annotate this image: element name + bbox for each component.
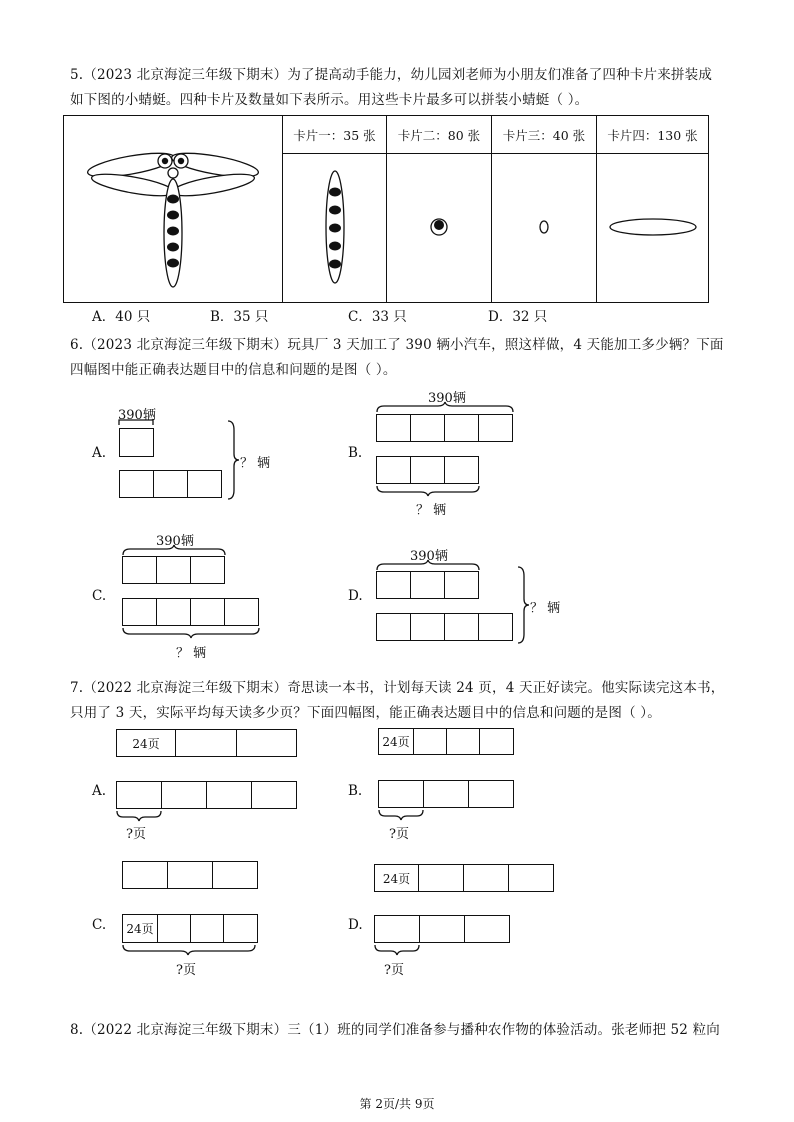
q6b-unknown-label: ？ 辆: [416, 503, 447, 518]
q7d-bottom-cell-3: [464, 915, 510, 943]
card-1-image-cell: [283, 154, 387, 303]
q7d-bottom-cell-2: [419, 915, 465, 943]
q6d-top-box-1: [376, 571, 411, 599]
card-table: [63, 115, 709, 303]
q6-text-line2: 四幅图中能正确表达题目中的信息和问题的是图（ ）。: [70, 362, 397, 378]
q6-option-a-letter[interactable]: A.: [92, 445, 107, 461]
q7-option-a-letter[interactable]: A.: [92, 783, 107, 799]
q6a-bottom-box-1: [119, 470, 154, 498]
q6d-bottom-box-1: [376, 613, 411, 641]
q7b-unknown-label: ?页: [389, 827, 409, 842]
q7a-top-cell-1: 24页: [116, 729, 176, 757]
card-4-label: 卡片四：130 张: [597, 116, 709, 154]
card-3-image-cell: [492, 154, 597, 303]
dragonfly-image: [73, 123, 273, 293]
q7d-bracket: [374, 944, 422, 956]
q6a-top-bracket: [118, 418, 158, 426]
q6c-top-box-1: [122, 556, 157, 584]
q7c-bottom-cell-1: 24页: [122, 914, 158, 943]
card-1-body-image: [315, 162, 355, 292]
q7c-bottom-cell-4: [223, 914, 258, 943]
q7b-bottom-cell-3: [468, 780, 514, 808]
card-2-eye-image: [424, 212, 454, 242]
q6b-top-box-2: [410, 414, 445, 442]
q6d-top-box-2: [410, 571, 445, 599]
card-1-label: 卡片一：35 张: [283, 116, 387, 154]
q6b-top-box-4: [478, 414, 513, 442]
q7b-top-cell-2: [413, 728, 447, 755]
q7a-bottom-cell-4: [251, 781, 297, 809]
q6a-right-brace: [226, 420, 240, 500]
q7d-unknown-label: ?页: [384, 963, 404, 978]
q6d-known-label: 390辆: [410, 549, 448, 564]
q7c-bracket: [122, 944, 262, 956]
q5-option-a[interactable]: A．40 只: [92, 309, 151, 325]
q6c-top-brace: [122, 544, 228, 556]
q6c-bottom-brace: [122, 627, 262, 639]
q7a-unknown-label: ?页: [126, 827, 146, 842]
q6b-known-label: 390辆: [428, 391, 466, 406]
q6-text-line1: 6.（2023 北京海淀三年级下期末）玩具厂 3 天加工了 390 辆小汽车，照这样做，4 天能加工多少辆？下面: [70, 337, 724, 353]
q7b-bottom-cell-2: [423, 780, 469, 808]
q6b-top-box-1: [376, 414, 411, 442]
q7c-unknown-label: ?页: [176, 963, 196, 978]
card-2-label: 卡片二：80 张: [387, 116, 492, 154]
q6b-bottom-box-1: [376, 456, 411, 484]
q7c-top-cell-2: [167, 861, 213, 889]
q6a-known-label: 390辆: [118, 408, 156, 423]
q7d-bottom-cell-1: [374, 915, 420, 943]
q6d-bottom-box-2: [410, 613, 445, 641]
card-4-wing-image: [603, 212, 703, 242]
q7c-bottom-cell-3: [190, 914, 224, 943]
q7b-top-cell-4: [479, 728, 514, 755]
q7c-top-cell-1: [122, 861, 168, 889]
q6d-unknown-label: ？ 辆: [530, 601, 561, 616]
card-3-label: 卡片三：40 张: [492, 116, 597, 154]
q6a-unknown-label: ？ 辆: [240, 456, 271, 471]
dragonfly-cell: [64, 116, 283, 303]
q7a-bracket: [116, 810, 164, 822]
q6c-top-box-3: [190, 556, 225, 584]
q6c-top-box-2: [156, 556, 191, 584]
q6b-bottom-brace: [376, 485, 482, 497]
q6c-bottom-box-1: [122, 598, 157, 626]
q7c-top-cell-3: [212, 861, 258, 889]
q6-option-c-letter[interactable]: C.: [92, 588, 107, 604]
q5-text-line1: 5.（2023 北京海淀三年级下期末）为了提高动手能力，幼儿园刘老师为小朋友们准备了四种卡片来拼装成: [70, 67, 713, 83]
q6b-bottom-box-2: [410, 456, 445, 484]
q7a-top-cell-3: [236, 729, 297, 757]
q6a-top-box: [119, 428, 154, 457]
q6d-bottom-box-4: [478, 613, 513, 641]
q7b-bracket: [378, 809, 426, 821]
q5-option-b[interactable]: B．35 只: [210, 309, 269, 325]
q7a-bottom-cell-3: [206, 781, 252, 809]
q7d-top-cell-2: [418, 864, 464, 892]
q7-text-line2: 只用了 3 天，实际平均每天读多少页？下面四幅图，能正确表达题目中的信息和问题的是图（ ）。: [70, 705, 661, 721]
card-4-image-cell: [597, 154, 709, 303]
q7b-bottom-cell-1: [378, 780, 424, 808]
q7-option-c-letter[interactable]: C.: [92, 917, 107, 933]
q6a-bottom-box-3: [187, 470, 222, 498]
card-3-head-image: [534, 215, 554, 239]
q6d-right-brace: [516, 566, 530, 644]
q6c-known-label: 390辆: [156, 534, 194, 549]
q6b-top-box-3: [444, 414, 479, 442]
q7b-top-cell-1: 24页: [378, 728, 414, 755]
q7d-top-cell-4: [508, 864, 554, 892]
q7a-top-cell-2: [175, 729, 237, 757]
page-footer: 第 2页/共 9页: [359, 1097, 435, 1111]
q6-option-d-letter[interactable]: D.: [348, 588, 363, 604]
q7c-bottom-cell-2: [157, 914, 191, 943]
q8-text-line1: 8.（2022 北京海淀三年级下期末）三（1）班的同学们准备参与播种农作物的体验活动。张老师把 52 粒向: [70, 1022, 720, 1038]
q7a-bottom-cell-2: [161, 781, 207, 809]
q6c-bottom-box-3: [190, 598, 225, 626]
q6d-top-brace: [376, 559, 482, 571]
q7-option-b-letter[interactable]: B.: [348, 783, 363, 799]
q6c-unknown-label: ？ 辆: [176, 646, 207, 661]
q7d-top-cell-3: [463, 864, 509, 892]
q7d-top-cell-1: 24页: [374, 864, 419, 892]
q5-option-d[interactable]: D．32 只: [488, 309, 548, 325]
q6c-bottom-box-4: [224, 598, 259, 626]
q6c-bottom-box-2: [156, 598, 191, 626]
q6d-bottom-box-3: [444, 613, 479, 641]
q7-text-line1: 7.（2022 北京海淀三年级下期末）奇思读一本书，计划每天读 24 页，4 天正好读完。他实际读完这本书，: [70, 680, 725, 696]
q5-option-c[interactable]: C．33 只: [348, 309, 407, 325]
q6d-top-box-3: [444, 571, 479, 599]
q5-text-line2: 如下图的小蜻蜓。四种卡片及数量如下表所示。用这些卡片最多可以拼装小蜻蜓（ ）。: [70, 92, 589, 108]
q7b-top-cell-3: [446, 728, 480, 755]
q6-option-b-letter[interactable]: B.: [348, 445, 363, 461]
card-2-image-cell: [387, 154, 492, 303]
q7a-bottom-cell-1: [116, 781, 162, 809]
q6a-bottom-box-2: [153, 470, 188, 498]
q7-option-d-letter[interactable]: D.: [348, 917, 363, 933]
q6b-bottom-box-3: [444, 456, 479, 484]
q6b-top-brace: [376, 401, 516, 413]
